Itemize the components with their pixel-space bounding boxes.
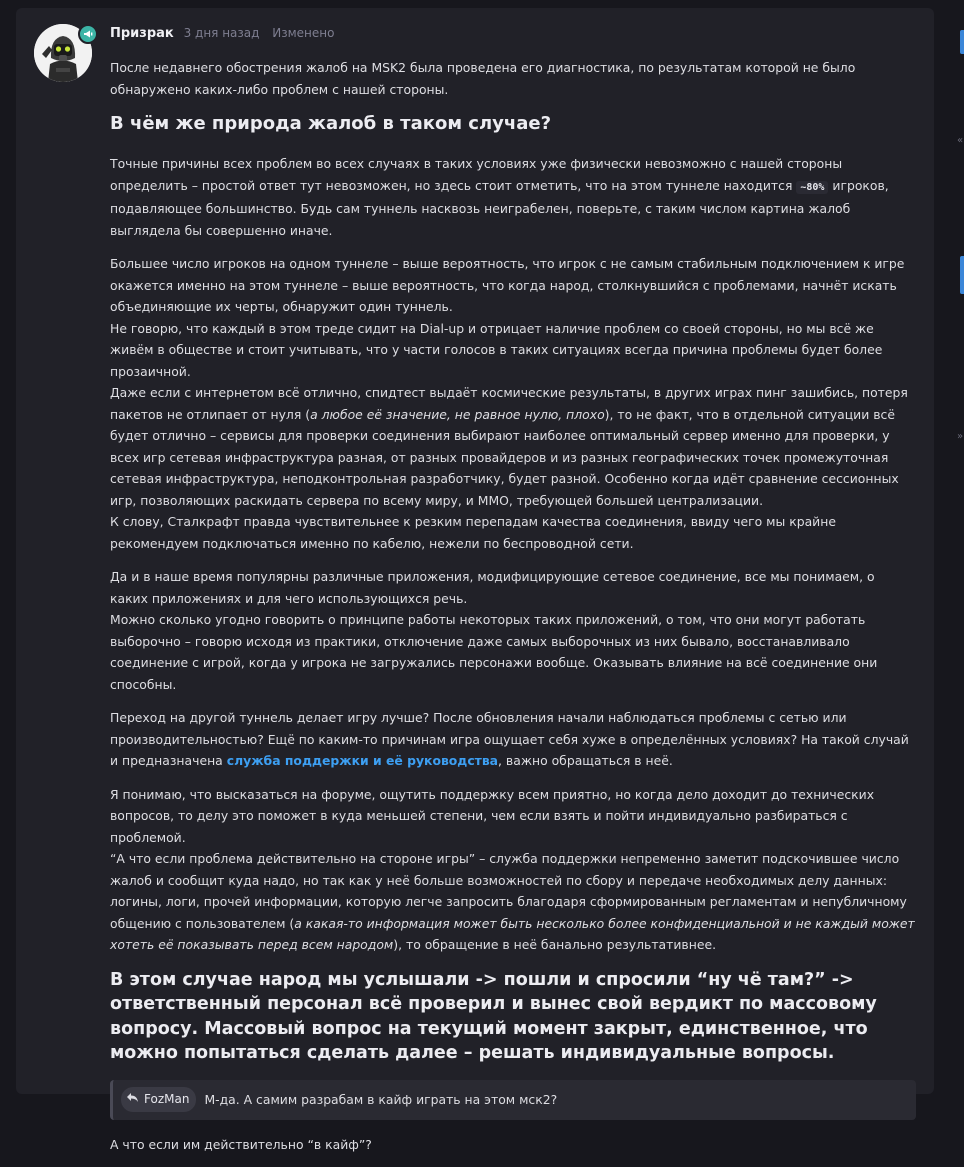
text-segment: ), то не факт, что в отдельной ситуации всё будет отлично – сервисы для проверки соединения выбирают наиболее оптимальный сервер именно для проверки, у всех игр сетевая инфраструктура разная, от разных провайдеров и из разных географических точек промежуточная сетевая инфраструктура, неподконтрольная разработчику, будет разной. Особенно когда идёт сравнение сессионных игр, позволяющих раскидать сервера по всему миру, и MMO, требующей большей централизации. <box>110 406 899 508</box>
text-segment: Точные причины всех проблем во всех случаях в таких условиях уже физически невозможно с нашей стороны определить – простой ответ тут невозможен, но здесь стоит отметить, что на этом туннеле находится <box>110 156 843 193</box>
quote-author-name: FozMan <box>144 1091 190 1106</box>
support-link[interactable]: служба поддержки и её руководства <box>226 753 499 768</box>
side-tab-middle[interactable] <box>960 256 964 294</box>
paragraph-final: А что если им действительно “в кайф”? <box>110 1136 372 1152</box>
post-time[interactable]: 3 дня назад <box>183 26 260 40</box>
paragraph-support <box>110 707 916 772</box>
reply-arrow-icon <box>126 1089 139 1111</box>
text-segment: К слову, Сталкрафт правда чувствительнее к резким перепадам качества соединения, ввиду чего мы крайне рекомендуем подключаться именно по кабелю, нежели по беспроводной сети. <box>110 514 836 551</box>
paragraph-causes <box>110 153 916 241</box>
text-segment: Переход на другой туннель делает игру лучше? После обновления начали наблюдаться проблемы с сетью или производительностью? Ещё по каким-то причинам игра ощущает себя хуже в определённых условиях? На такой случай и предназначена <box>110 710 909 768</box>
text-segment: , важно обращаться в неё. <box>498 753 673 768</box>
post-content <box>110 57 916 1167</box>
paragraph-intro: После недавнего обострения жалоб на MSK2 была проведена его диагностика, по результатам которой не было обнаружено каких-либо проблем с нашей стороны. <box>110 60 856 97</box>
quote-text: М-да. А самим разрабам в кайф играть на этом мск2? <box>204 1091 558 1107</box>
italic-segment: а какая-то информация может быть несколько более конфиденциальной и не каждый может хотеть её показывать перед всем народом <box>110 915 915 952</box>
megaphone-icon <box>78 24 98 44</box>
edited-label[interactable]: Изменено <box>272 26 335 40</box>
players-percent: ~80% <box>796 181 828 194</box>
text-segment: Можно сколько угодно говорить о принципе работы некоторых таких приложений, о том, что они могут работать выборочно – говорю исходя из практики, отключение даже самых выборочных из них бывало, восстанавливало соединение с игрой, когда у игрока не загружались персонажи вообще. Оказывать влияние на всё соединение они способны. <box>110 612 878 692</box>
forum-post <box>16 8 934 1152</box>
scroll-down-chevron-icon[interactable]: » <box>957 431 964 442</box>
text-segment: Даже если с интернетом всё отлично, спидтест выдаёт космические результаты, в других играх пинг зашибись, потеря пакетов не отлипает от нуля ( <box>110 385 908 422</box>
scroll-up-chevron-icon[interactable]: « <box>957 135 964 146</box>
quote-block[interactable] <box>110 1080 916 1120</box>
post-meta <box>110 25 334 42</box>
text-segment: “А что если проблема действительно на стороне игры” – служба поддержки непременно заметит подскочившее число жалоб и сообщит куда надо, но так как у неё больше возможностей по сбору и передаче необходимых делу данных: логины, логи, прочей информации, которую легче запросить благодаря сформированным регламентам и непубличному общению с пользователем ( <box>110 851 907 931</box>
text-segment: ), то обращение в неё банально результативнее. <box>393 937 717 952</box>
author-avatar-wrap[interactable] <box>34 24 96 86</box>
heading-question: В чём же природа жалоб в таком случае? <box>110 113 552 134</box>
quote-author-chip[interactable] <box>121 1087 196 1113</box>
text-segment: Я понимаю, что высказаться на форуме, ощутить поддержку всем приятно, но когда дело доходит до технических вопросов, то делу это поможет в куда меньшей степени, чем если взять и пойти индивидуально разбираться с проблемой. <box>110 786 875 845</box>
paragraph-apps <box>110 566 916 695</box>
side-tab-top[interactable] <box>960 30 964 54</box>
author-name[interactable]: Призрак <box>110 26 174 41</box>
text-segment: Большее число игроков на одном туннеле – выше вероятность, что игрок с не самым стабильным подключением к игре окажется именно на этом туннеле – выше вероятность, что когда народ, столкнувшийся с проблемами, начнёт искать объединяющие их черты, обнаружит один туннель. <box>110 256 905 314</box>
text-segment: игроков, подавляющее большинство. Будь сам туннель насквозь неиграбелен, поверьте, с таким числом картина жалоб выглядела бы совершенно иначе. <box>110 177 889 238</box>
italic-segment: а любое её значение, не равное нулю, плохо <box>310 406 605 422</box>
paragraph-forum <box>110 784 916 956</box>
heading-conclusion: В этом случае народ мы услышали -> пошли и спросили “ну чё там?” -> ответственный персонал всё проверил и вынес свой вердикт по массовому вопросу. Массовый вопрос на текущий момент закрыт, единственное, что можно попытаться сделать далее – решать индивидуальные вопросы. <box>110 969 877 1063</box>
text-segment: Да и в наше время популярны различные приложения, модифицирующие сетевое соединение, все мы понимаем, о каких приложениях и для чего использующихся речь. <box>110 569 875 606</box>
text-segment: Не говорю, что каждый в этом треде сидит на Dial-up и отрицает наличие проблем со своей стороны, но мы всё же живём в обществе и стоит учитывать, что у части голосов в таких ситуациях всегда причина проблемы будет более прозаичной. <box>110 320 883 379</box>
paragraph-tunnel <box>110 253 916 554</box>
